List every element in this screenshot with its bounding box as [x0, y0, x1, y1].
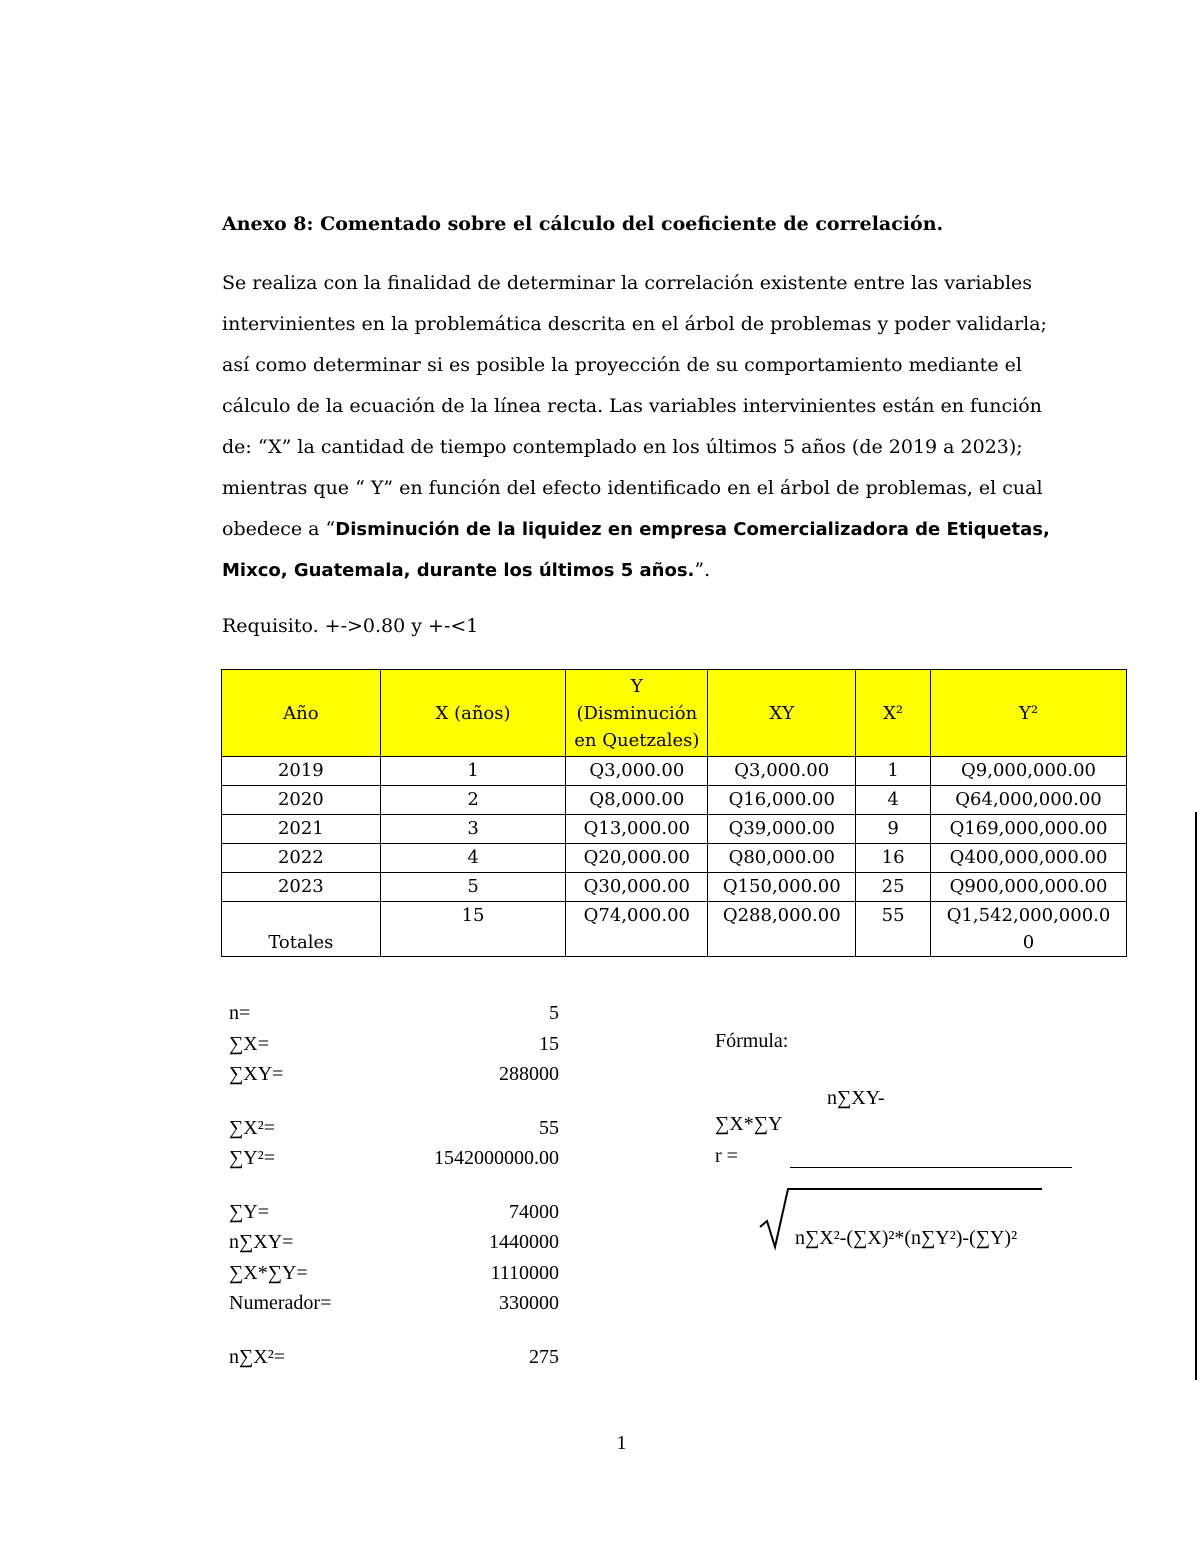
table-header-row [222, 670, 1127, 757]
summation-value: 74000 [509, 1200, 559, 1223]
summation-value: 288000 [499, 1063, 559, 1085]
summation-label: n∑XY= [229, 1231, 294, 1253]
problem-statement-bold: Mixco, Guatemala, durante los últimos 5 años. [222, 560, 695, 581]
table-row [222, 815, 1127, 844]
summation-value: 275 [529, 1345, 559, 1368]
summation-label: Numerador= [229, 1292, 332, 1314]
cell-x: 3 [380, 815, 566, 844]
cell-xy: Q16,000.00 [708, 786, 856, 815]
summation-label: ∑X*∑Y= [229, 1261, 308, 1284]
correlation-table [221, 669, 1127, 957]
problem-statement-bold: Disminución de la liquidez en empresa Comercializadora de Etiquetas, [335, 519, 1050, 540]
cell-xy: Q39,000.00 [708, 815, 856, 844]
total-y2: Q1,542,000,000.0 0 [931, 902, 1127, 957]
summation-value: 5 [549, 1002, 559, 1024]
table-row [222, 844, 1127, 873]
cell-x: 1 [380, 757, 566, 786]
summation-row [229, 1113, 559, 1144]
requirement-text: Requisito. +->0.80 y +-<1 [222, 615, 479, 637]
cell-y2: Q64,000,000.00 [931, 786, 1127, 815]
header-year: Año [222, 670, 381, 757]
cell-y2: Q9,000,000.00 [931, 757, 1127, 786]
summation-label: n∑X²= [229, 1345, 285, 1368]
cell-x2: 25 [856, 873, 931, 902]
paragraph-line [222, 511, 1050, 552]
summation-row [229, 1227, 559, 1258]
cell-xy: Q150,000.00 [708, 873, 856, 902]
spacer [229, 1319, 559, 1342]
summation-row [229, 998, 559, 1029]
summation-row [229, 1288, 559, 1319]
summation-value: 15 [539, 1032, 559, 1055]
cell-y: Q3,000.00 [566, 757, 708, 786]
total-y: Q74,000.00 [566, 902, 708, 957]
summation-value: 330000 [499, 1292, 559, 1314]
cell-y: Q8,000.00 [566, 786, 708, 815]
summation-row [229, 1258, 559, 1289]
cell-x: 5 [380, 873, 566, 902]
cell-x2: 9 [856, 815, 931, 844]
paragraph-prefix: obedece a “ [222, 518, 336, 540]
total-x: 15 [380, 902, 566, 957]
paragraph-line: de: “X” la cantidad de tiempo contemplado en los últimos 5 años (de 2019 a 2023); [222, 436, 1023, 458]
page-edge-line [1195, 812, 1197, 1380]
summation-value: 1440000 [489, 1231, 559, 1253]
table-row [222, 757, 1127, 786]
formula-numerator-1: n∑XY- [827, 1087, 885, 1109]
header-xy: XY [708, 670, 856, 757]
summation-label: n= [229, 1002, 251, 1024]
cell-year: 2022 [222, 844, 381, 873]
summation-row [229, 1143, 559, 1174]
summation-value: 1110000 [490, 1261, 559, 1284]
total-x2: 55 [856, 902, 931, 957]
paragraph-line [222, 552, 1022, 593]
summation-label: ∑X²= [229, 1116, 275, 1139]
summation-row [229, 1342, 559, 1373]
cell-xy: Q80,000.00 [708, 844, 856, 873]
summation-list [229, 998, 559, 1372]
header-y2: Y² [931, 670, 1127, 757]
table-row [222, 786, 1127, 815]
totals-label: Totales [222, 902, 381, 957]
cell-year: 2023 [222, 873, 381, 902]
header-x: X (años) [380, 670, 566, 757]
header-y: Y (Disminución en Quetzales) [566, 670, 708, 757]
total-xy: Q288,000.00 [708, 902, 856, 957]
paragraph-line: intervinientes en la problemática descrita en el árbol de problemas y poder validarla; [222, 313, 1047, 335]
paragraph-suffix: ”. [694, 559, 711, 581]
summation-row [229, 1029, 559, 1060]
description-paragraph [222, 265, 1050, 593]
annex-heading: Anexo 8: Comentado sobre el cálculo del coeficiente de correlación. [222, 213, 944, 235]
cell-year: 2020 [222, 786, 381, 815]
spacer [229, 1174, 559, 1197]
formula-r: r = [715, 1145, 738, 1167]
summation-value: 1542000000.00 [434, 1147, 559, 1169]
cell-x2: 16 [856, 844, 931, 873]
summation-row [229, 1059, 559, 1090]
formula-numerator-2: ∑X*∑Y [715, 1113, 783, 1135]
summation-row [229, 1197, 559, 1228]
totals-row [222, 902, 1127, 957]
cell-y: Q30,000.00 [566, 873, 708, 902]
summation-label: ∑Y= [229, 1200, 269, 1223]
cell-year: 2019 [222, 757, 381, 786]
page-number: 1 [616, 1432, 627, 1454]
spacer [229, 1090, 559, 1113]
paragraph-line: Se realiza con la finalidad de determinar la correlación existente entre las variables [222, 272, 1033, 294]
cell-year: 2021 [222, 815, 381, 844]
table-row [222, 873, 1127, 902]
cell-xy: Q3,000.00 [708, 757, 856, 786]
summation-label: ∑X= [229, 1032, 269, 1055]
formula-denominator: n∑X²-(∑X)²*(n∑Y²)-(∑Y)² [795, 1227, 1018, 1249]
cell-x2: 4 [856, 786, 931, 815]
fraction-bar [790, 1167, 1072, 1168]
cell-x2: 1 [856, 757, 931, 786]
cell-y: Q13,000.00 [566, 815, 708, 844]
cell-x: 4 [380, 844, 566, 873]
paragraph-line: cálculo de la ecuación de la línea recta. Las variables intervinientes están en función [222, 395, 1042, 417]
formula-label: Fórmula: [715, 1030, 789, 1052]
cell-y2: Q900,000,000.00 [931, 873, 1127, 902]
paragraph-line: mientras que “ Y” en función del efecto identificado en el árbol de problemas, el cual [222, 477, 1043, 499]
cell-y: Q20,000.00 [566, 844, 708, 873]
header-x2: X² [856, 670, 931, 757]
cell-x: 2 [380, 786, 566, 815]
summation-value: 55 [539, 1116, 559, 1139]
cell-y2: Q169,000,000.00 [931, 815, 1127, 844]
summation-label: ∑XY= [229, 1063, 284, 1085]
summation-label: ∑Y²= [229, 1147, 275, 1169]
cell-y2: Q400,000,000.00 [931, 844, 1127, 873]
paragraph-line: así como determinar si es posible la proyección de su comportamiento mediante el [222, 354, 1022, 376]
